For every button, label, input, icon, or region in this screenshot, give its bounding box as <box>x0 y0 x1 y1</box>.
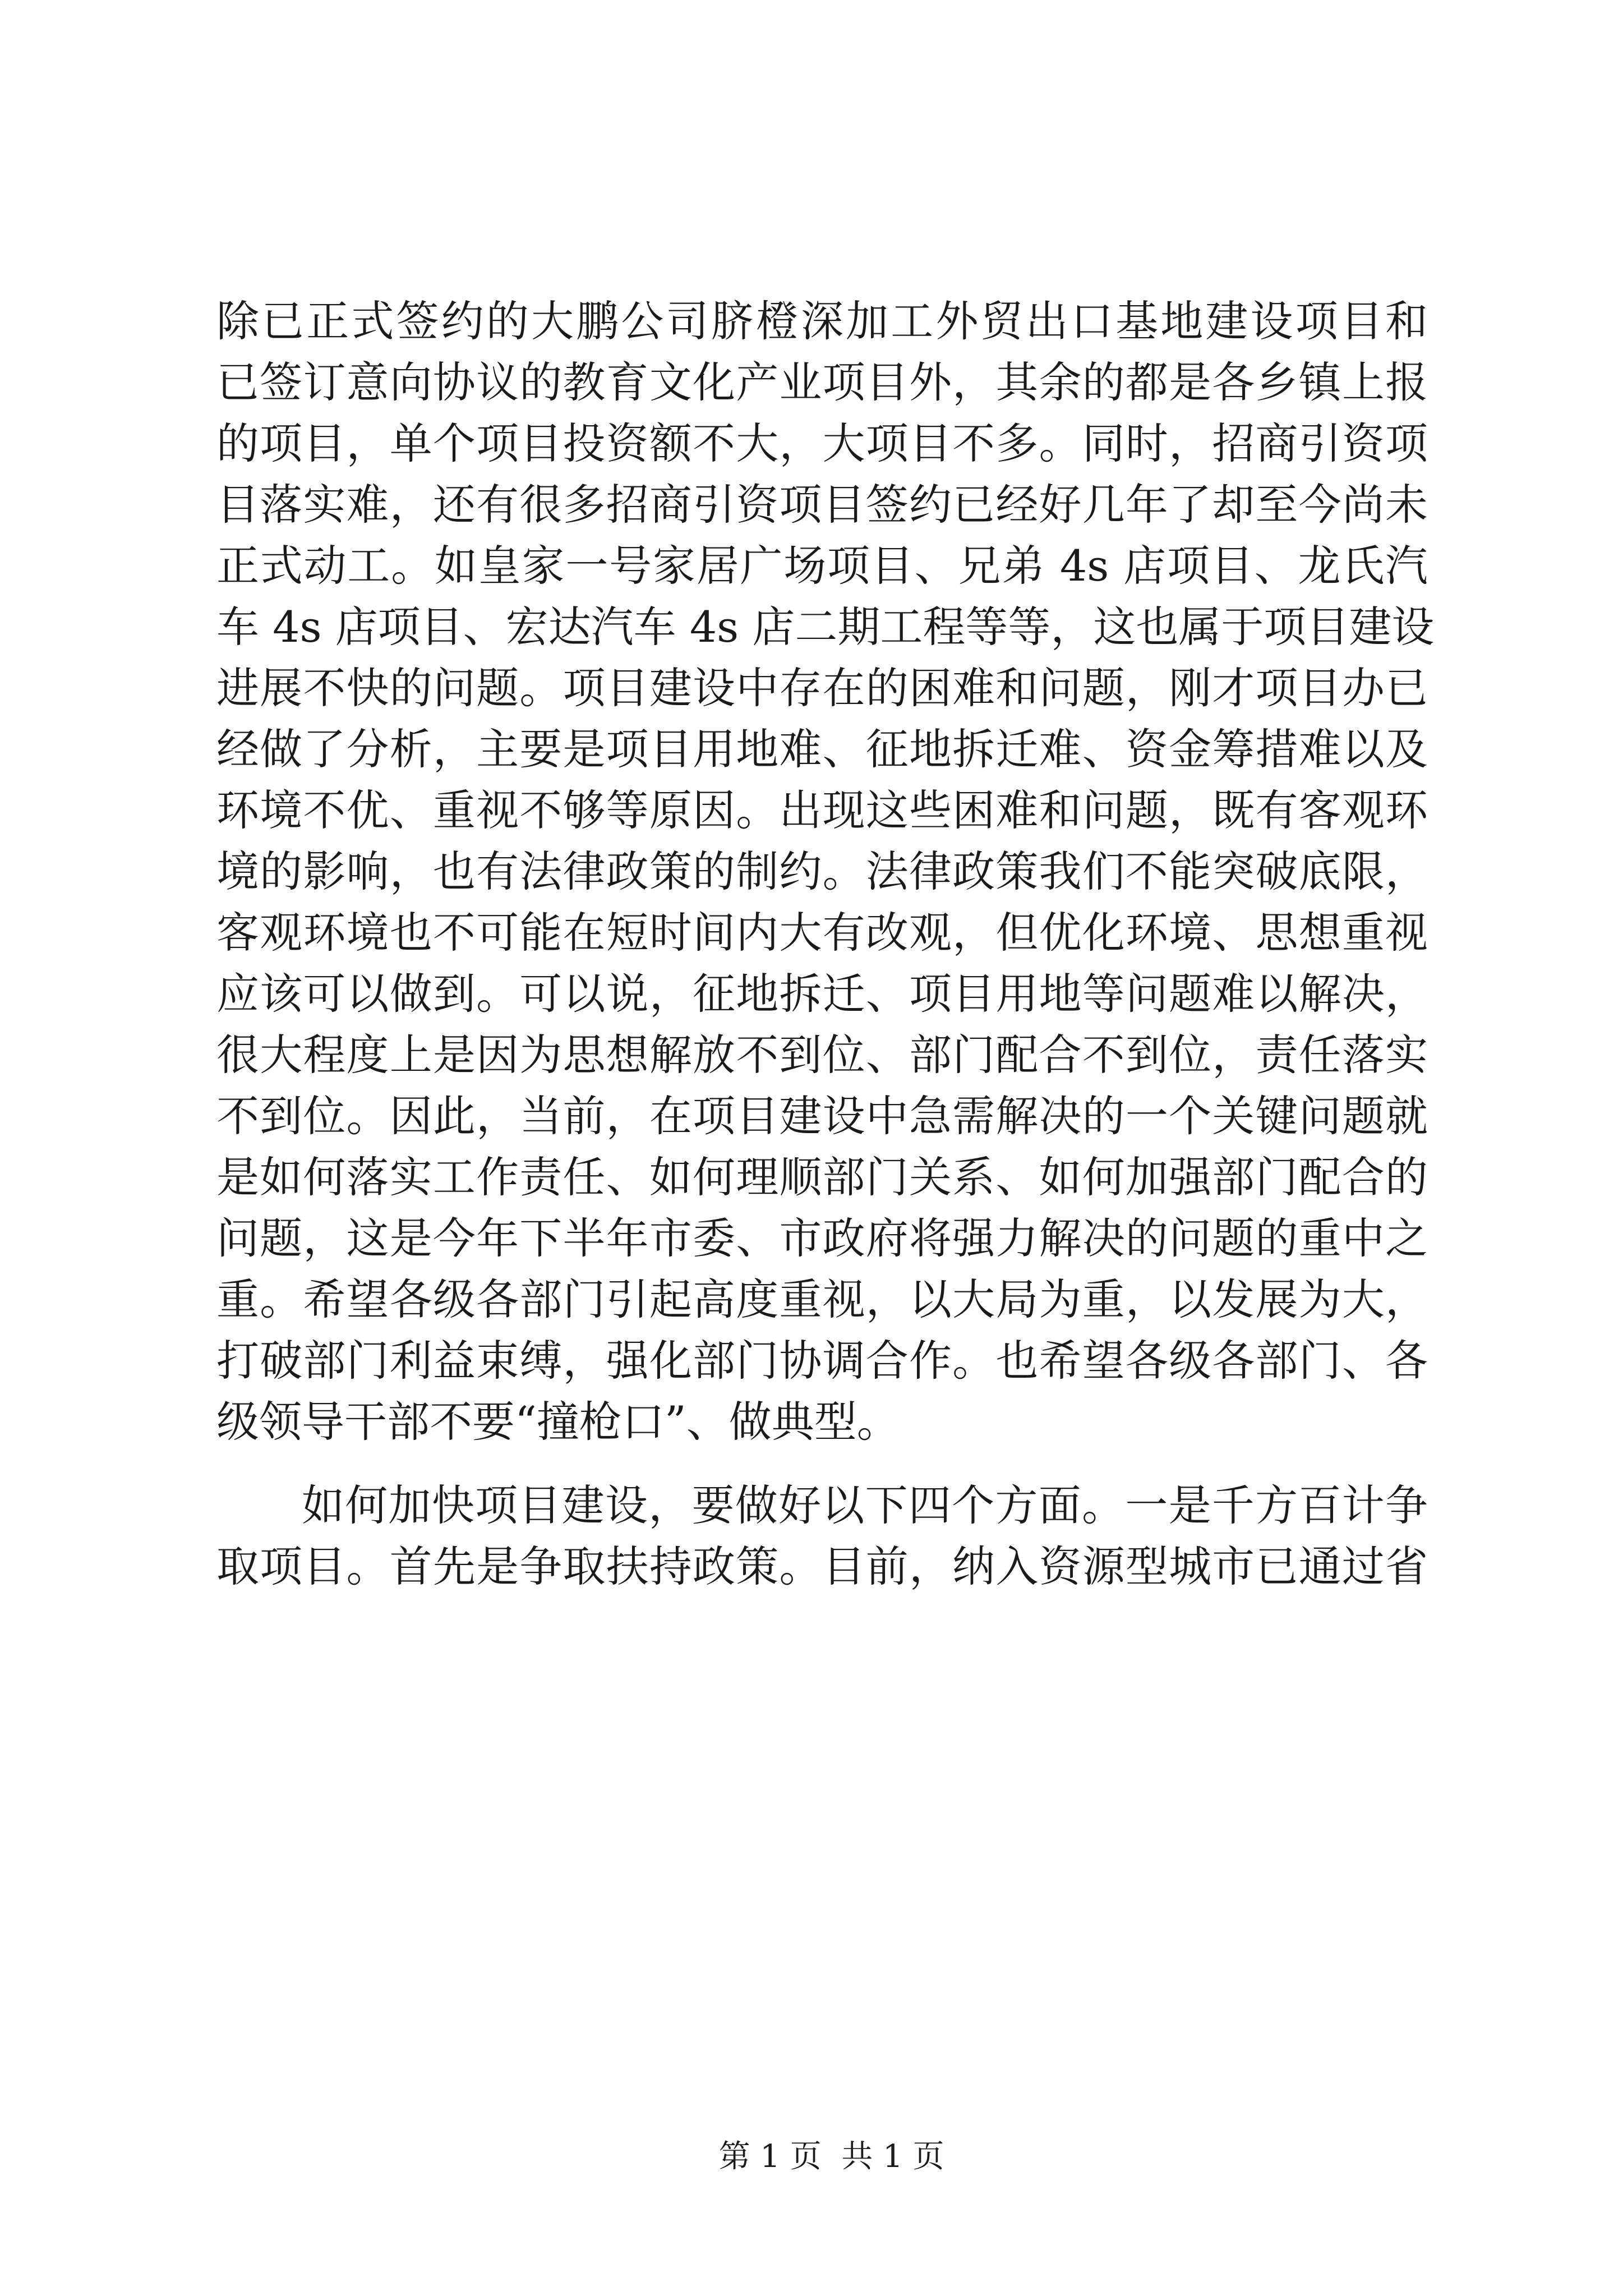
text-line: 取项目。首先是争取扶持政策。目前，纳入资源型城市已通过省 <box>216 1542 1428 1591</box>
text-line: 车 4s 店项目、宏达汽车 4s 店二期工程等等，这也属于项目建设 <box>216 602 1435 652</box>
page-number-label: 第 1 页 共 1 页 <box>718 2138 944 2175</box>
text-line: 经做了分析，主要是项目用地难、征地拆迁难、资金筹措难以及 <box>216 724 1428 774</box>
page-footer <box>0 2098 1623 2216</box>
text-line: 很大程度上是因为思想解放不到位、部门配合不到位，责任落实 <box>216 1030 1428 1080</box>
text-line: 的项目，单个项目投资额不大，大项目不多。同时，招商引资项 <box>216 418 1428 468</box>
text-line: 进展不快的问题。项目建设中存在的困难和问题，刚才项目办已 <box>216 663 1428 713</box>
text-line: 问题，这是今年下半年市委、市政府将强力解决的问题的重中之 <box>216 1213 1428 1263</box>
text-line: 不到位。因此，当前，在项目建设中急需解决的一个关键问题就 <box>216 1091 1428 1141</box>
text-line: 环境不优、重视不够等原因。出现这些困难和问题，既有客观环 <box>216 785 1428 835</box>
document-body <box>216 291 1435 1597</box>
text-line: 是如何落实工作责任、如何理顺部门关系、如何加强部门配合的 <box>216 1152 1428 1202</box>
paragraph-gap <box>216 1452 1428 1475</box>
paragraph-2 <box>216 1475 1428 1597</box>
text-line: 级领导干部不要“撞枪口”、做典型。 <box>216 1397 900 1447</box>
text-line: 除已正式签约的大鹏公司脐橙深加工外贸出口基地建设项目和 <box>216 296 1428 346</box>
text-line: 正式动工。如皇家一号家居广场项目、兄弟 4s 店项目、龙氏汽 <box>216 541 1428 591</box>
paragraph-1 <box>216 291 1435 1452</box>
text-line: 客观环境也不可能在短时间内大有改观，但优化环境、思想重视 <box>216 908 1428 958</box>
text-line: 重。希望各级各部门引起高度重视，以大局为重，以发展为大， <box>216 1274 1428 1324</box>
text-line: 打破部门利益束缚，强化部门协调合作。也希望各级各部门、各 <box>216 1336 1428 1386</box>
text-line: 应该可以做到。可以说，征地拆迁、项目用地等问题难以解决， <box>216 969 1428 1019</box>
text-line: 境的影响，也有法律政策的制约。法律政策我们不能突破底限， <box>216 846 1428 896</box>
text-line: 已签订意向协议的教育文化产业项目外，其余的都是各乡镇上报 <box>216 357 1428 407</box>
text-line: 目落实难，还有很多招商引资项目签约已经好几年了却至今尚未 <box>216 480 1428 530</box>
text-line: 如何加快项目建设，要做好以下四个方面。一是千方百计争 <box>302 1480 1428 1530</box>
